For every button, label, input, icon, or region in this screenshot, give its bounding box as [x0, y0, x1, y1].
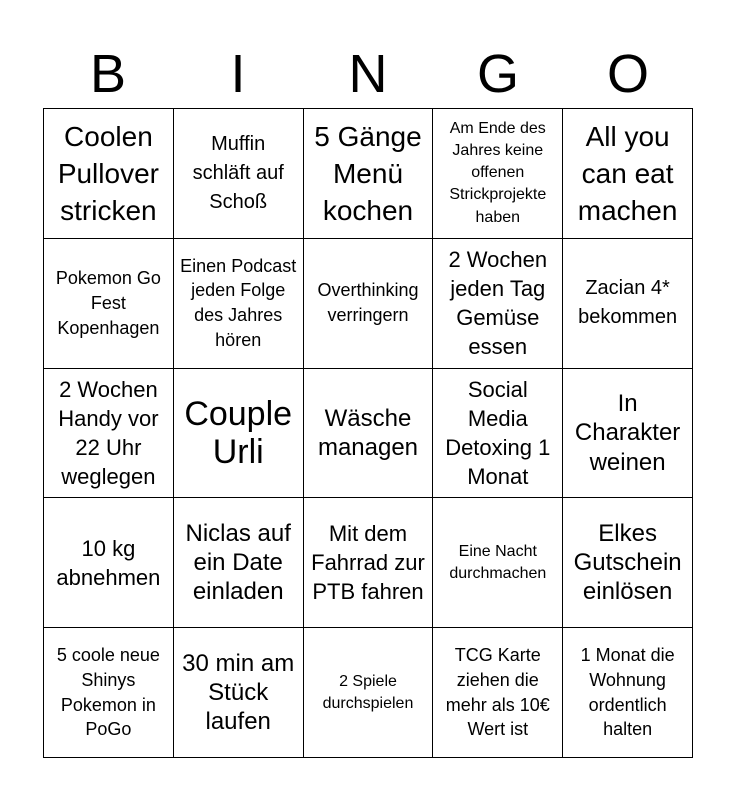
bingo-cell[interactable]: Einen Podcast jeden Folge des Jahres hören: [174, 239, 304, 369]
bingo-cell[interactable]: Overthinking verringern: [304, 239, 434, 369]
header-letter-b: B: [89, 44, 127, 104]
bingo-cell[interactable]: 2 Wochen jeden Tag Gemüse essen: [433, 239, 563, 369]
bingo-cell[interactable]: Niclas auf ein Date einladen: [174, 498, 304, 628]
bingo-header: [43, 40, 693, 108]
bingo-cell[interactable]: Muffin schläft auf Schoß: [174, 109, 304, 239]
bingo-cell[interactable]: 2 Spiele durchspielen: [304, 628, 434, 758]
bingo-cell[interactable]: 2 Wochen Handy vor 22 Uhr weglegen: [44, 369, 174, 499]
bingo-cell[interactable]: All you can eat machen: [563, 109, 693, 239]
header-letter-i: I: [230, 44, 246, 104]
bingo-cell[interactable]: 30 min am Stück laufen: [174, 628, 304, 758]
bingo-cell[interactable]: Am Ende des Jahres keine offenen Strickprojekte haben: [433, 109, 563, 239]
header-letter-g: G: [476, 44, 519, 104]
bingo-cell[interactable]: TCG Karte ziehen die mehr als 10€ Wert ist: [433, 628, 563, 758]
bingo-cell[interactable]: Pokemon Go Fest Kopenhagen: [44, 239, 174, 369]
bingo-cell[interactable]: 5 Gänge Menü kochen: [304, 109, 434, 239]
bingo-cell[interactable]: 10 kg abnehmen: [44, 498, 174, 628]
header-letter-n: N: [348, 44, 388, 104]
header-letter-o: O: [606, 44, 649, 104]
bingo-cell[interactable]: Zacian 4* bekommen: [563, 239, 693, 369]
bingo-cell[interactable]: Wäsche managen: [304, 369, 434, 499]
bingo-cell[interactable]: Mit dem Fahrrad zur PTB fahren: [304, 498, 434, 628]
bingo-grid: [43, 108, 693, 758]
bingo-cell[interactable]: 1 Monat die Wohnung ordentlich halten: [563, 628, 693, 758]
bingo-cell[interactable]: Coolen Pullover stricken: [44, 109, 174, 239]
bingo-cell[interactable]: Elkes Gutschein einlösen: [563, 498, 693, 628]
bingo-cell[interactable]: In Charakter weinen: [563, 369, 693, 499]
bingo-cell[interactable]: Eine Nacht durchmachen: [433, 498, 563, 628]
bingo-cell[interactable]: 5 coole neue Shinys Pokemon in PoGo: [44, 628, 174, 758]
bingo-cell[interactable]: Social Media Detoxing 1 Monat: [433, 369, 563, 499]
bingo-cell[interactable]: Couple Urli: [174, 369, 304, 499]
